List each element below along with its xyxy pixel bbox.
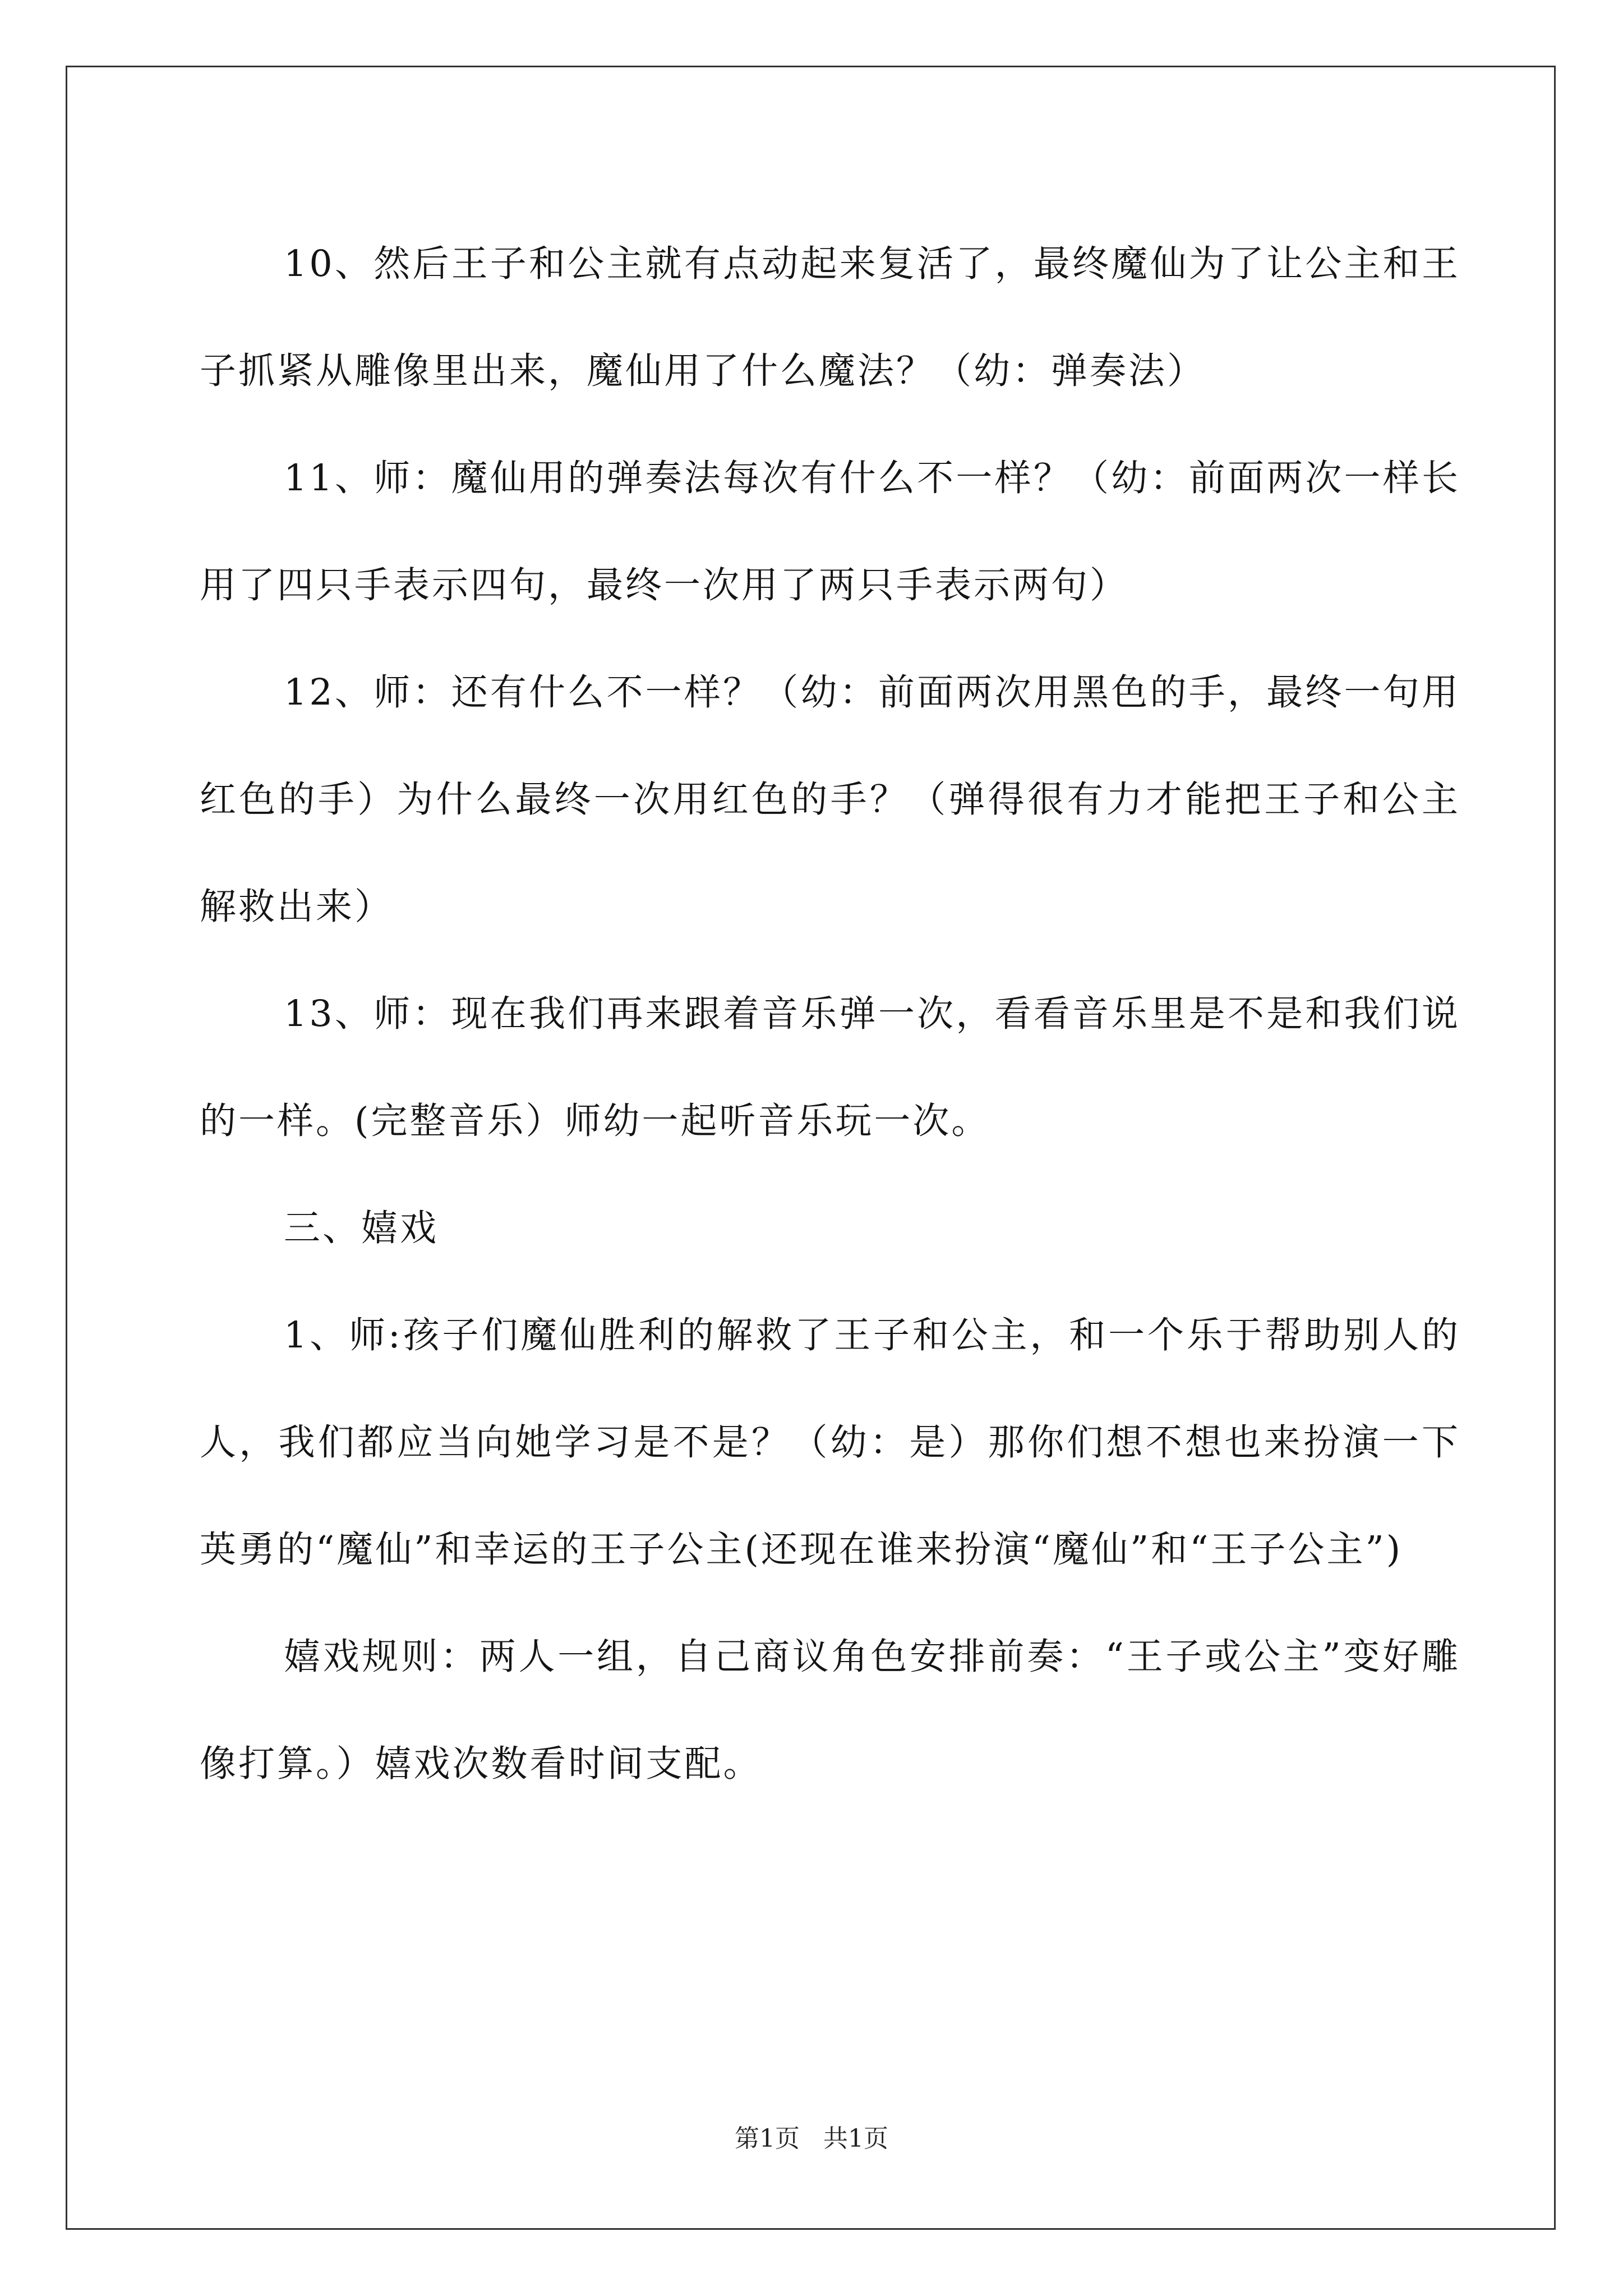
paragraph-13: 13、师：现在我们再来跟着音乐弹一次，看看音乐里是不是和我们说的一样。(完整音乐）师幼一起听音乐玩一次。 bbox=[200, 993, 1460, 1142]
section-heading: 三、嬉戏 bbox=[284, 1207, 439, 1249]
paragraph-game-1: 1、师:孩子们魔仙胜利的解救了王子和公主，和一个乐于帮助别人的人，我们都应当向她学习是不是？（幼：是）那你们想不想也来扮演一下英勇的“魔仙”和幸运的王子公主(还现在谁来扮演“魔仙”和“王子公主”) bbox=[200, 1314, 1460, 1571]
paragraph-10: 10、然后王子和公主就有点动起来复活了，最终魔仙为了让公主和王子抓紧从雕像里出来，魔仙用了什么魔法？（幼：弹奏法） bbox=[200, 243, 1460, 392]
page-number: 第1页 共1页 bbox=[735, 2124, 888, 2153]
document-body bbox=[200, 210, 1460, 1818]
paragraph-game-rules: 嬉戏规则：两人一组，自己商议角色安排前奏：“王子或公主”变好雕像打算。）嬉戏次数看时间支配。 bbox=[200, 1636, 1460, 1785]
page-footer bbox=[0, 2122, 1623, 2156]
paragraph-11: 11、师：魔仙用的弹奏法每次有什么不一样？（幼：前面两次一样长用了四只手表示四句，最终一次用了两只手表示两句） bbox=[200, 457, 1460, 606]
paragraph-12: 12、师：还有什么不一样？（幼：前面两次用黑色的手，最终一句用红色的手）为什么最终一次用红色的手？（弹得很有力才能把王子和公主解救出来） bbox=[200, 671, 1460, 928]
